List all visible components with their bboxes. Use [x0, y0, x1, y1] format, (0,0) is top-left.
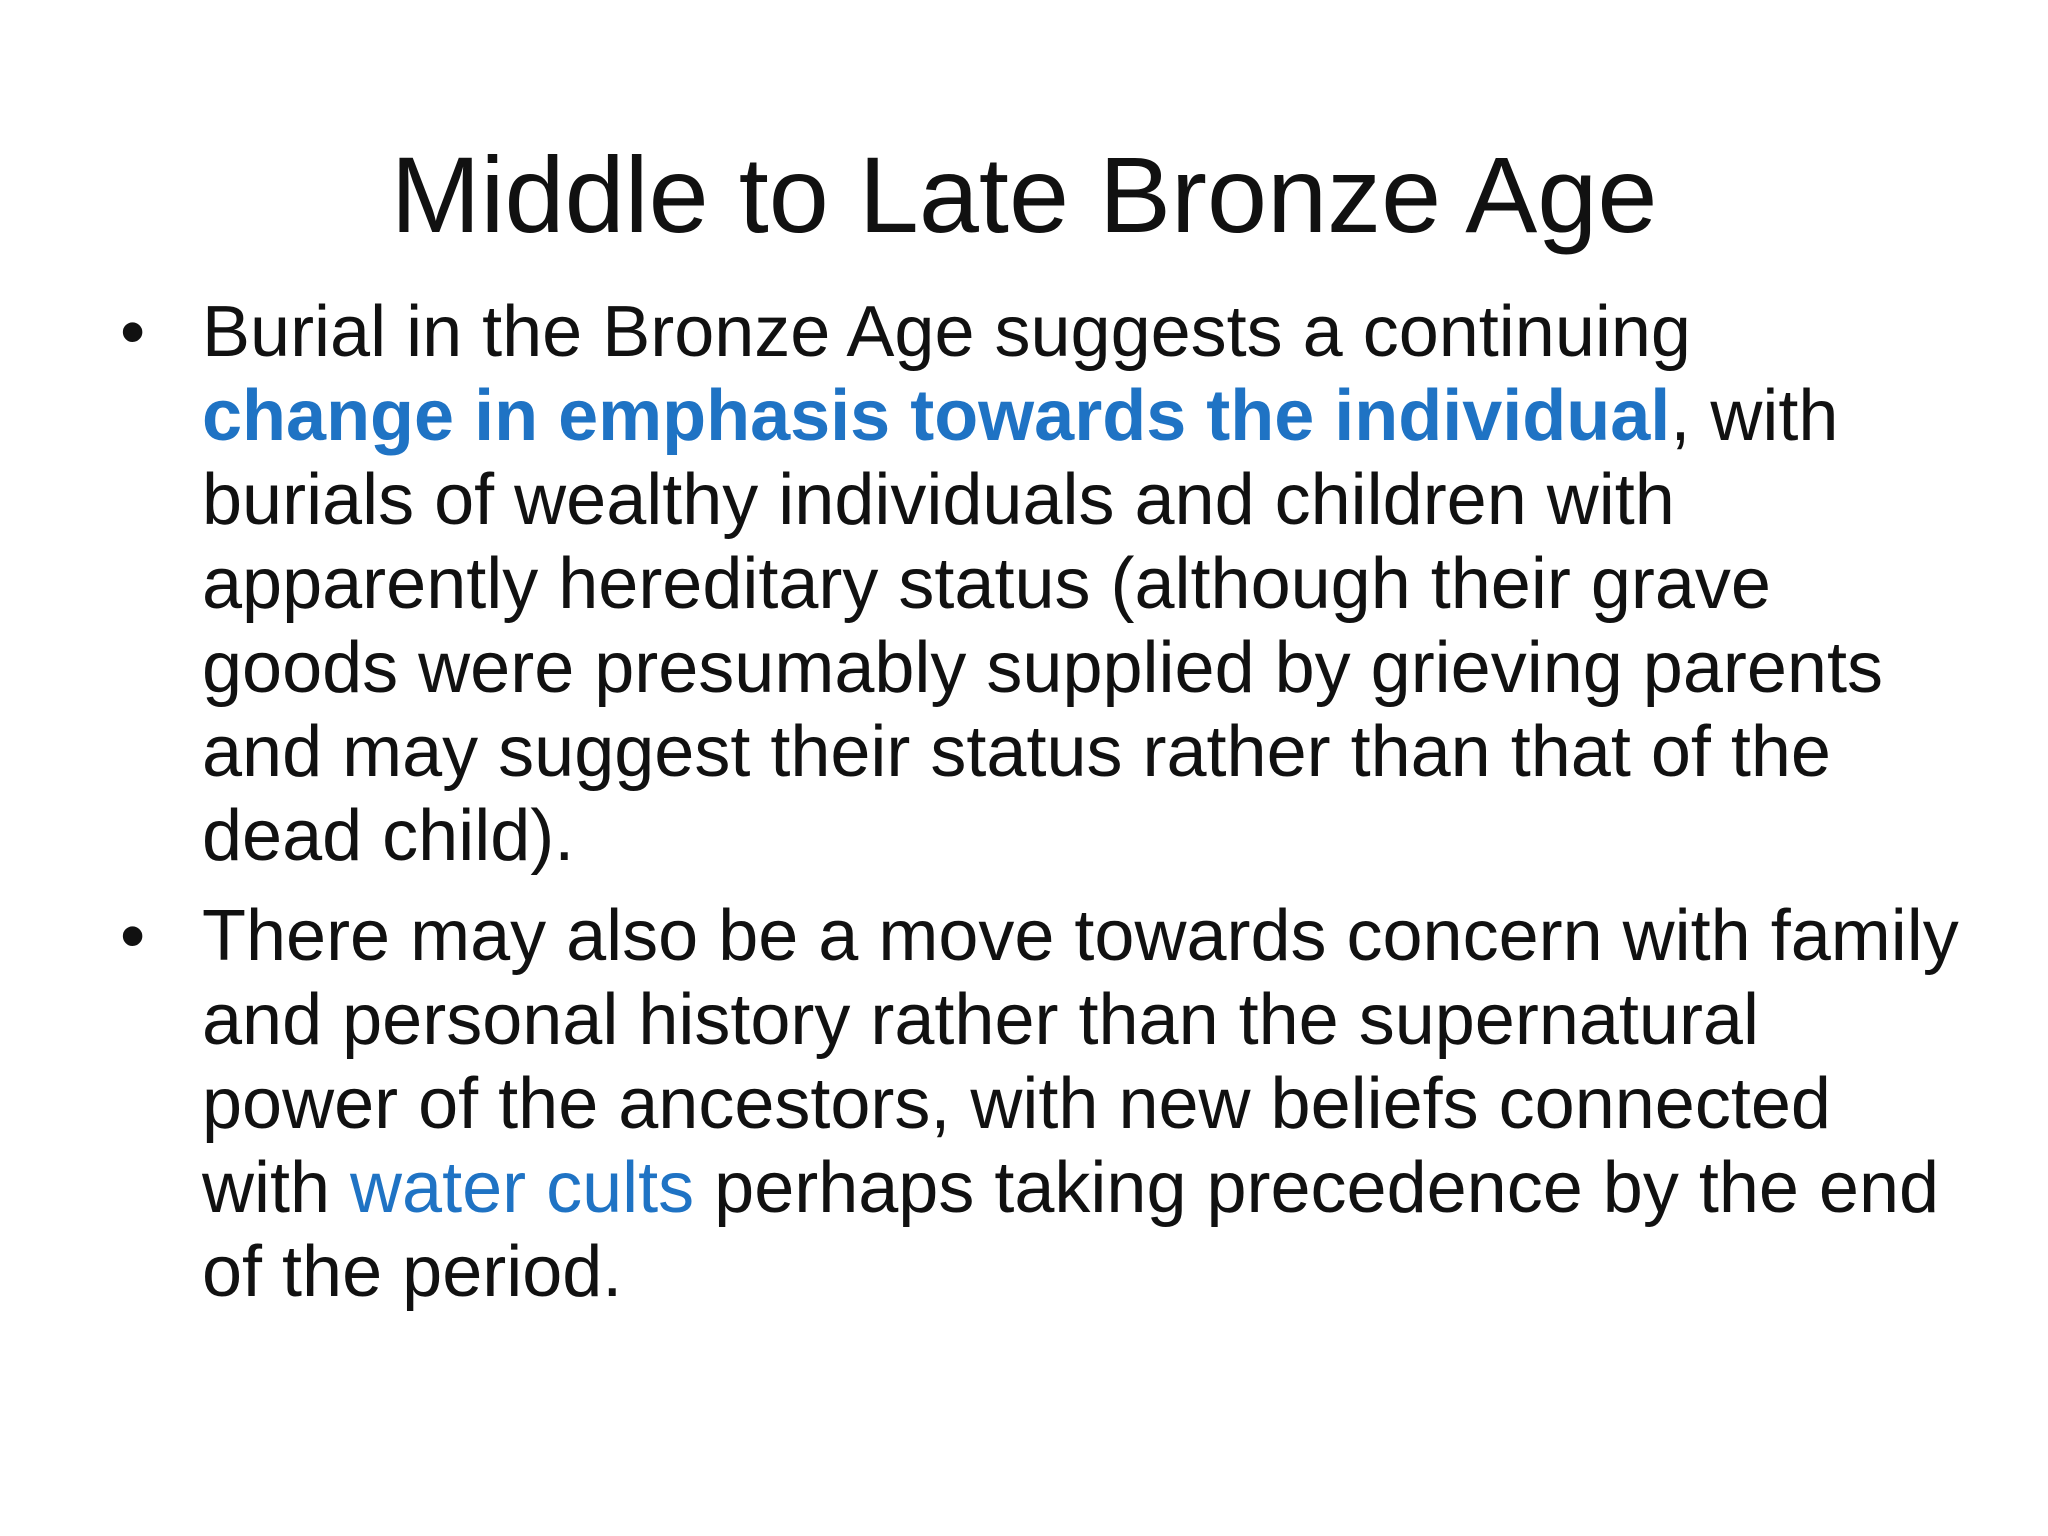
bullet-text-before: Burial in the Bronze Age suggests a continuing: [202, 292, 1691, 372]
highlight-individual-emphasis: change in emphasis towards the individual: [202, 376, 1671, 456]
bullet-list: [120, 290, 1960, 1314]
bullet-text-before: There may also be a move towards concern with family and personal history rather than the supernatural power of the ancestors, with new beliefs connected with: [202, 896, 1959, 1228]
bullet-icon: •: [120, 292, 146, 372]
bullet-text-after: perhaps taking precedence by the end of the period.: [202, 1148, 1940, 1312]
bullet-item-burial: [120, 290, 1960, 878]
slide-title: Middle to Late Bronze Age: [390, 134, 1658, 255]
bullet-text-after: , with burials of wealthy individuals and children with apparently hereditary status (although their grave goods were presumably supplied by grieving parents and may suggest their status rather than that of the dead child).: [202, 376, 1883, 876]
highlight-water-cults: water cults: [350, 1148, 695, 1228]
bullet-item-family-history: [120, 894, 1960, 1314]
bullet-icon: •: [120, 896, 146, 976]
